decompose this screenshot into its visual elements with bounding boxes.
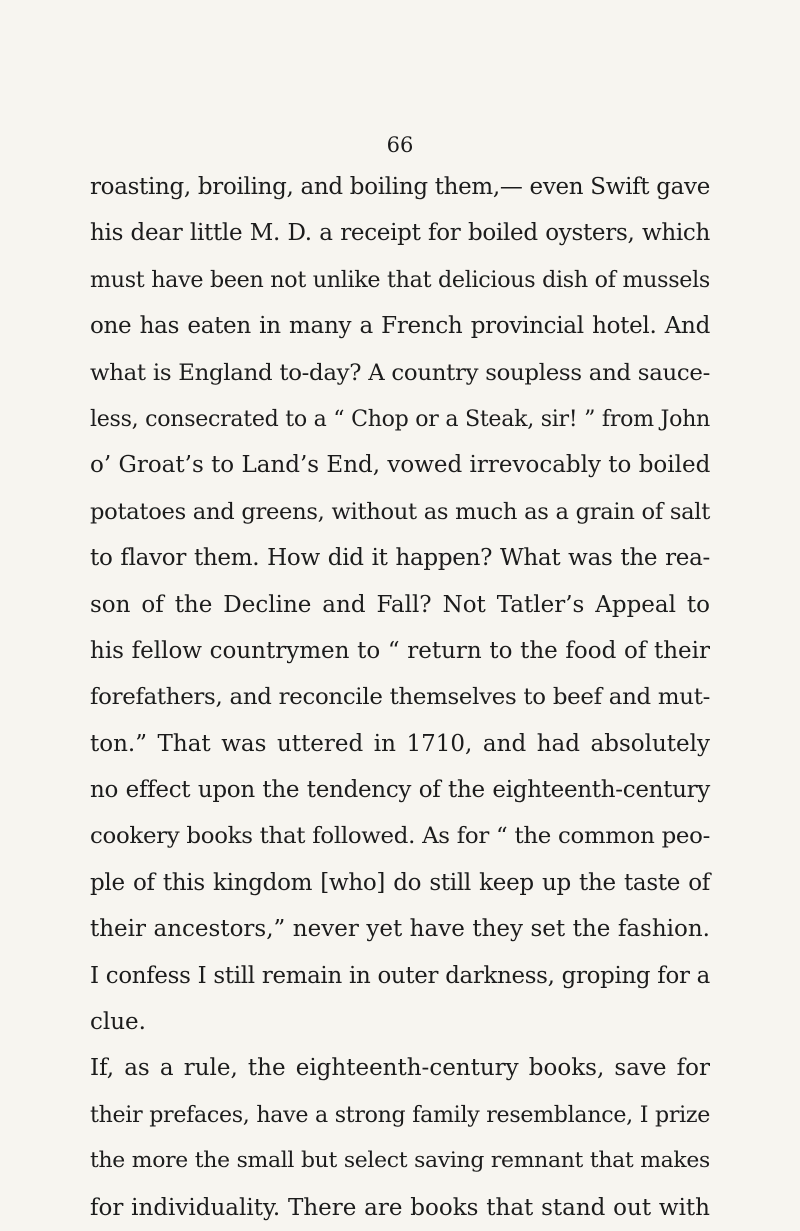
text-line: ple of this kingdom [who] do still keep up the taste of (90, 869, 710, 896)
text-line: cookery books that followed. As for “ the common peo- (90, 823, 710, 850)
text-line: one has eaten in many a French provincial hotel. And (90, 313, 710, 340)
text-line: roasting, broiling, and boiling them,— even Swift gave (90, 174, 710, 200)
text-line: his fellow countrymen to “ return to the food of their (90, 637, 710, 664)
text-line: the more the small but select saving remnant that makes (90, 1148, 710, 1174)
text-line: for individuality. There are books that stand out with (90, 1194, 710, 1221)
text-line: what is England to-day? A country soupless and sauce- (90, 359, 710, 386)
page-number: 66 (386, 133, 414, 157)
text-line: no effect upon the tendency of the eighteenth-century (90, 777, 710, 804)
text-line: I confess I still remain in outer darkness, groping for a (90, 962, 710, 989)
text-line: o’ Groat’s to Land’s End, vowed irrevocably to boiled (90, 452, 711, 479)
text-line: less, consecrated to a “ Chop or a Steak, sir! ” from John (90, 405, 710, 432)
text-line: forefathers, and reconcile themselves to beef and mut- (90, 684, 710, 711)
text-line: to flavor them. How did it happen? What was the rea- (90, 545, 710, 572)
text-line: their prefaces, have a strong family resemblance, I prize (90, 1101, 710, 1128)
text-line: son of the Decline and Fall? Not Tatler’s Appeal to (90, 591, 710, 618)
text-line: ton.” That was uttered in 1710, and had absolutely (90, 730, 710, 757)
text-line: clue. (90, 1009, 146, 1036)
text-line: must have been not unlike that delicious dish of mussels (90, 266, 710, 293)
text-line: his dear little M. D. a receipt for boiled oysters, which (90, 220, 710, 247)
text-line: their ancestors,” never yet have they set the fashion. (90, 916, 710, 943)
paragraph (90, 1045, 710, 1231)
text-line: potatoes and greens, without as much as a grain of salt (90, 498, 710, 525)
paragraph (90, 164, 710, 1045)
text-line: If, as a rule, the eighteenth-century books, save for (90, 1055, 710, 1082)
body-text (90, 164, 710, 1231)
